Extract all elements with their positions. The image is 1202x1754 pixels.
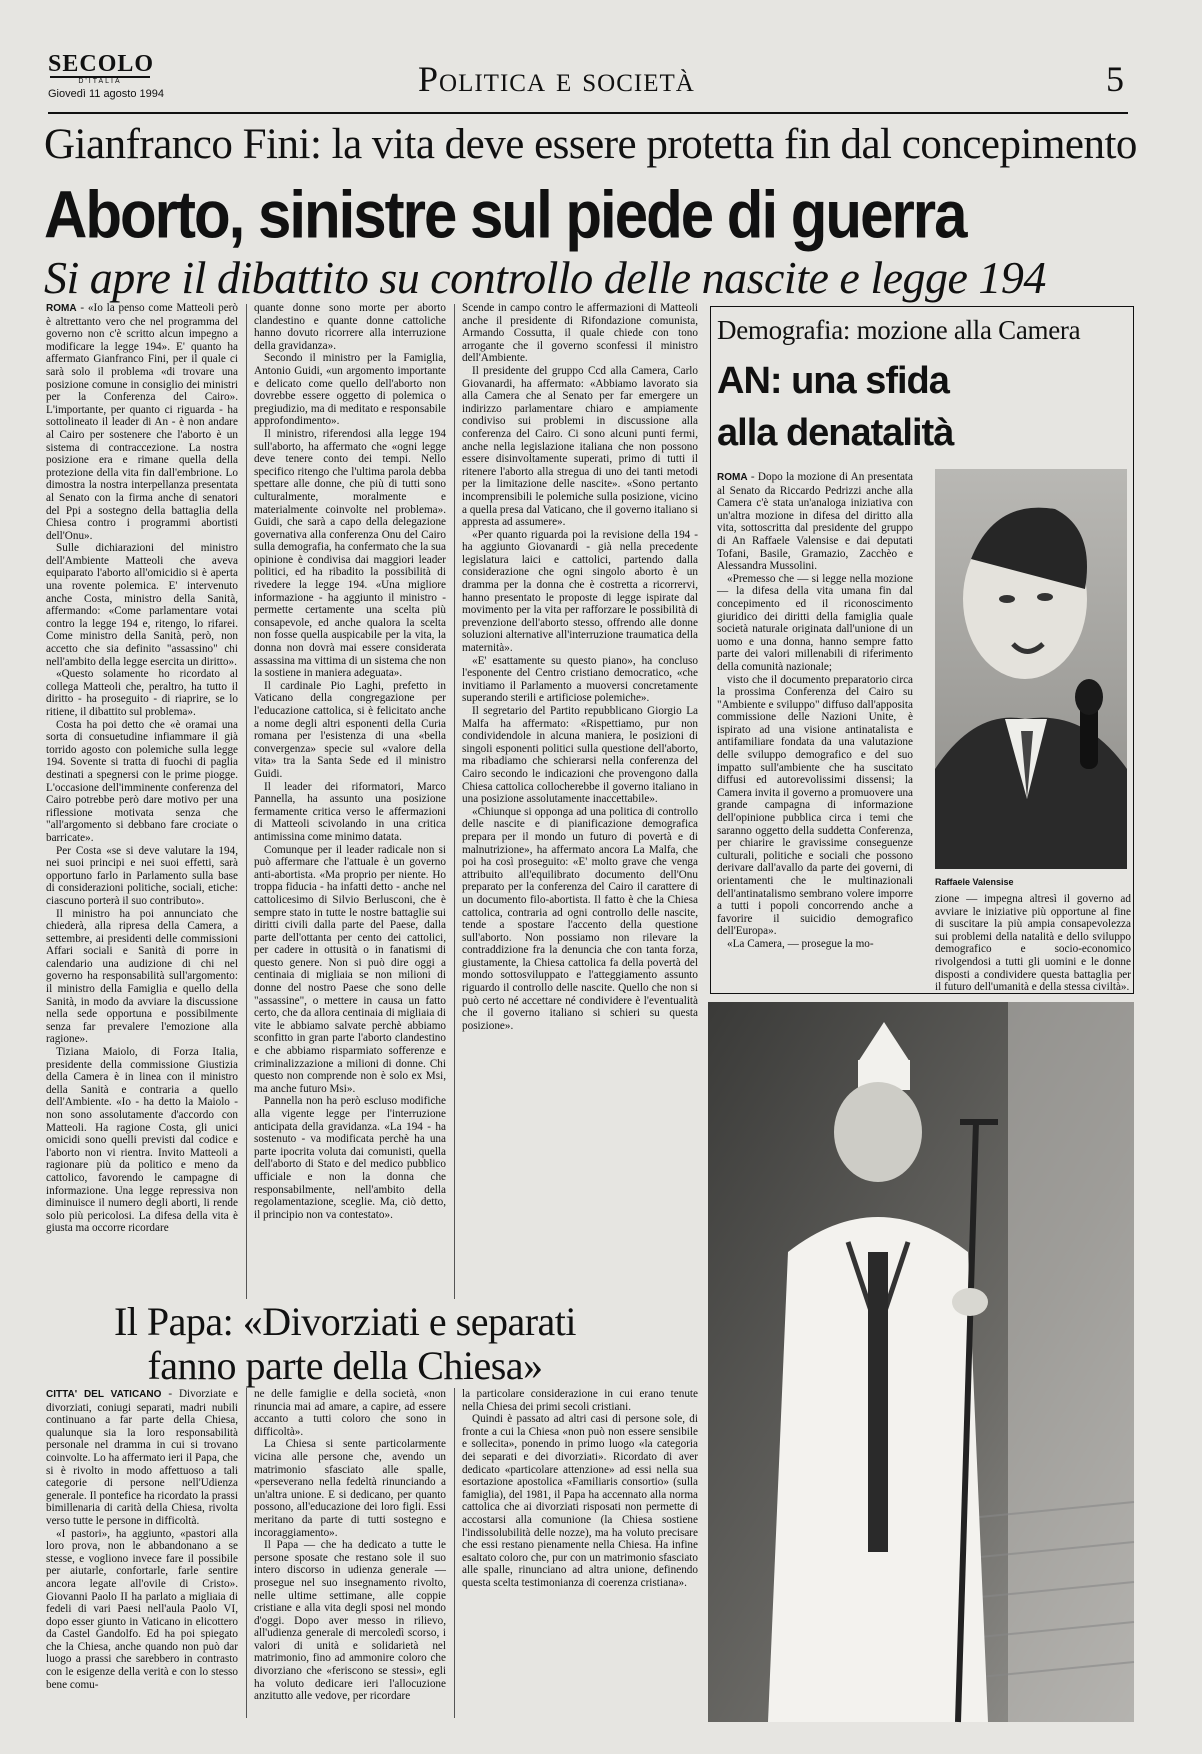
column-divider — [246, 1388, 247, 1718]
newspaper-logo-subtitle: D'ITALIA — [50, 76, 150, 85]
column-divider — [246, 304, 247, 1299]
sidebar-headline: AN: una sfida alla denatalità — [717, 360, 954, 454]
pope-photo — [708, 1002, 1134, 1722]
sidebar-title: Demografia: mozione alla Camera — [717, 315, 1081, 345]
page-number: 5 — [1106, 59, 1124, 99]
sidebar-column-left: ROMA - Dopo la mozione di An presentata al Senato da Riccardo Pedrizzi anche alla Camera c'è stata un'analoga iniziativa con un'altra mozione in difesa del diritto alla vita, sottoscritta dal presidente del gruppo di An Raffaele Valensise e dai deputati Tofani, Basile, Gramazio, Zacchèo e Alessandra Mussolini. «Premesso che — si legge nella mozione — la difesa della vita umana fin dal concepimento ed il riconoscimento giuridico dei diritti della famiglia quale società naturale originata dall'unione di un uomo e una donna, hanno sempre fatto parte dei valori millenabili di riferimento della comunità nazionale; visto che il documento preparatorio circa la prossima Conferenza del Cairo su "Ambiente e sviluppo" diffuso dall'apposita commissione delle Nazioni Unite, è ispirato ad una visione antinatalista e antifamiliare fondata da una valutazione delle sviluppo demografico e del suo impatto sull'ambiente che ha suscitato diffusi ed autorevolissimi dissensi; la Camera invita il governo a promuovere una grande campagna di informazione dell'opinione pubblica circa i temi che saranno oggetto della suddetta Conferenza, per chiarire le gravissime conseguenze culturali, politiche e sociali che possono derivare dall'avallo da parte dei governi, di orientamenti che le multinazionali dell'antinatalismo sembrano volere imporre a tutti i popoli concorrendo anche a favorire il suicidio demografico dell'Europa». «La Camera, — prosegue la mo- — [717, 471, 913, 950]
article-column-3: Scende in campo contro le affermazioni di Matteoli anche il presidente di Rifondazione comunista, Armando Cossutta, il quale chiede con tono arrogante che il governo sconfessi il ministro dell'Ambiente. Il presidente del gruppo Ccd alla Camera, Carlo Giovanardi, ha affermato: «Abbiamo lavorato sia alla Camera che al Senato per far emergere un indirizzo parlamentare chiaro e ampiamente condiviso sui problemi in discussione alla conferenza del Cairo. Ci sono alcuni punti fermi, anche nella legislazione italiana che non possono essere disinvoltamente superati, primo di tutti il ritenere l'aborto alla stregua di uno dei tanti metodi per la limitazione delle nascite». «Sono pertanto incomprensibili le polemiche sulla posizione, vicino a quella presa dal Vaticano, che il governo italiano si appresta ad assumere». «Per quanto riguarda poi la revisione della 194 - ha aggiunto Giovanardi - già nella precedente legislatura laici e cattolici, partendo dalla considerazione che ogni singolo aborto è un dramma per la donna che è costretta a ricorrervi, hanno presentato le proposte di legge ispirate dal movimento per la vita per rafforzare le possibilità di prevenzione dell'aborto stesso, offrendo alle donne soluzioni alternative all'interruzione traumatica della maternità». «E' esattamente su questo piano», ha concluso l'esponente del Centro cristiano democratico, «che invitiamo il Parlamento a muoversi concretamente superando sterili e artificiose polemiche». Il segretario del Partito repubblicano Giorgio La Malfa ha affermato: «Rispettiamo, pur non condividendole in alcuna maniera, le posizioni di singoli esponenti politici sulla questione dell'aborto, ma ribadiamo che schierarsi nella conferenza del Cairo secondo le indicazioni che provengono dalla Chiesa cattolica collocherebbe il governo italiano in una posizione assolutamente inaccettabile». «Chiunque si opponga ad una politica di controllo delle nascite e di pianificazione demografica prepara per il mondo un futuro di povertà e di malnutrizione», ha affermato ancora La Malfa, che poi ha così proseguito: «E' molto grave che venga attribuito all'equilibrato documento dell'Onu preparato per la conferenza del Cairo il carattere di un documento filo-abortista. Il fatto è che la Chiesa cattolica, contraria ad ogni controllo delle nascite, tende a spostare l'accento della questione sull'aborto. Non possiamo non rilevare la contraddizione fra la denuncia che con tanta forza, giustamente, la Chiesa cattolica fa della povertà del mondo sottosviluppato e l'atteggiamento assunto riguardo il controllo delle nascite. Quello che non si può certo né accettare né condividere è l'eventualità che il governo italiano si schieri su questa posizione». — [462, 302, 698, 1032]
photo-caption: Raffaele Valensise — [935, 877, 1014, 887]
column-divider — [454, 1388, 455, 1718]
article-headline: Aborto, sinistre sul piede di guerra — [44, 177, 966, 253]
sidebar-box — [710, 306, 1134, 994]
portrait-photo — [935, 469, 1127, 869]
article-subhead: Si apre il dibattito su controllo delle nascite e legge 194 — [44, 252, 1046, 303]
issue-date: Giovedì 11 agosto 1994 — [48, 88, 164, 100]
sidebar-column-right: zione — impegna altresì il governo ad avviare le iniziative più opportune al fine di suscitare la più ampia consapevolezza sui problemi della natalità e dello sviluppo demografico e socio-economico rivolgendosi a tutti gli uomini e le donne disposti a condividere questa battaglia per il futuro dell'umanità e della stessa civiltà». — [935, 893, 1131, 994]
pope-photo-image — [708, 1002, 1134, 1722]
sidebar-dateline: ROMA — [717, 472, 748, 483]
masthead — [48, 50, 1128, 114]
second-article-title: Il Papa: «Divorziati e separati fanno parte della Chiesa» — [113, 1299, 577, 1388]
article-column-1: ROMA - «Io la penso come Matteoli però è altrettanto vero che nel programma del governo non c'è scritto alcun impegno a modificare la legge 194». E' quanto ha affermato Gianfranco Fini, per il quale ci sarà solo il problema «di trovare una posizione comune in consiglio dei ministri per la Conferenza del Cairo». L'importante, per quanto ci riguarda - ha sottolineato il leader di An - è non andare al Cairo per sostenere che l'aborto è un sistema di contraccezione. La nostra posizione era e rimane quella della protezione della vita fin dall'embrione. Lo dimostra la nostra interpellanza presentata al Senato con la firma anche di senatori del Ppi a sostegno della battaglia della Chiesa contro i programmi abortisti dell'Onu». Sulle dichiarazioni del ministro dell'Ambiente Matteoli che aveva equiparato l'aborto all'omicidio si è aperta una rovente polemica. E' intervenuto anche Costa, ministro della Sanità, affermando: «Come parlamentare votai contro la legge 194 e, ritengo, lo rifarei. Come ministro della Sanità, però, non accetto che sia definito "assassino" chi nell'ambito della legge esercita un diritto». «Questo solamente ho ricordato al collega Matteoli che, peraltro, ha tutto il diritto - ha proseguito - di riaprire, se lo ritiene, il dibattito sul problema». Costa ha poi detto che «è oramai una sorta di consuetudine infiammare il già torrido agosto con polemiche sulla legge 194. Sovente si tratta di fuochi di paglia destinati a spegnersi con le prime piogge. L'occasione dell'imminente conferenza del Cairo potrebbe però dare motivo per una riflessione motivata senza che "all'argomento si debbano fare crociate o barricate». Per Costa «se si deve valutare la 194, nei suoi principi e nei suoi effetti, sarà opportuno farlo in Parlamento sulla base di considerazioni politiche, sociali, etiche: ciascuno porterà il suo contributo». Il ministro ha poi annunciato che chiederà, alla ripresa della Camera, a settembre, ai presidenti delle commissioni Affari sociali e Sanità di porre in calendario una audizione di chi nel governo ha responsabilità sull'argomento: il ministro della Famiglia e quello della Sanità, in modo da avviare la discussione nella sede opportuna e possibilmente senza far prevalere l'emozione alla ragione». Tiziana Maiolo, di Forza Italia, presidente della commissione Giustizia della Camera è in linea con il ministro della Sanità e contraria a quello dell'Ambiente. «Io - ha detto la Maiolo - non sono assolutamente d'accordo con Matteoli. Ha ragione Costa, gli unici omicidi sono quelli previsti dal codice e l'aborto non vi rientra. Invito Matteoli a ragionare più da politico e meno da cattolico, favorendo le campagne di informazione. Una legge repressiva non diminuisce il numero degli aborti, li rende solo più pericolosi. La difesa della vita è giusta ma occorre ricordare — [46, 302, 239, 1235]
column-divider — [454, 304, 455, 1299]
second-article-column-2: ne delle famiglie e della società, «non rinuncia mai ad amare, a capire, ad essere accanto a tutti coloro che sono in difficoltà». La Chiesa si sente particolarmente vicina alle persone che, avendo un matrimonio sfasciato alle spalle, «perseverano nella fedeltà rinunciando a un'altra unione. E si dedicano, per quanto possono, all'educazione dei loro figli. Essi meritano da parte di tutti sostegno e incoraggiamento». Il Papa — che ha dedicato a tutte le persone sposate che restano sole il suo intero discorso in udienza generale — prosegue nel suo insegnamento rivolto, nelle ultime settimane, alle coppie cristiane e alla vita degli sposi nel mondo d'oggi. Dopo aver messo in rilievo, all'udienza generale di mercoledì scorso, i valori di unità e solidarietà nel matrimonio, fino ad ammonire coloro che divorziano che «feriscono se stessi», egli ha voluto dedicare ieri l'allocuzione anzitutto alle vedove, per ricordare — [254, 1388, 446, 1703]
second-article-dateline: CITTA' DEL VATICANO — [46, 1389, 162, 1400]
article-kicker: Gianfranco Fini: la vita deve essere protetta fin dal concepimento — [44, 121, 1137, 168]
section-title: Politica e società — [418, 59, 695, 99]
portrait-photo-image — [935, 469, 1127, 869]
second-article-column-1: CITTA' DEL VATICANO - Divorziate e divorziati, coniugi separati, madri nubili continuano a far parte della Chiesa, qualunque sia la loro responsabilità personale nel dramma in cui si trovano coinvolte. Lo ha affermato ieri il Papa, che si è rivolto in modo affettuoso a tali categorie di persone nell'Udienza generale. Il pontefice ha ricordato la prassi bimillenaria di carità della Chiesa, rivolta verso tutte le persone in difficoltà. «I pastori», ha aggiunto, «pastori alla loro prova, non le abbandonano a se stesse, e vogliono invece fare il possibile per aiutarle, confortarle, farle sentire ancora legate all'ovile di Cristo». Giovanni Paolo II ha parlato a migliaia di fedeli di vari Paesi nell'aula Paolo VI, dopo esser giunto in Vaticano in elicottero da Castel Gandolfo. Ed ha poi spiegato che la Chiesa, anche quando non può dar luogo a prassi che sarebbero in contrasto con le esigenze della verità e con lo stesso bene comu- — [46, 1388, 239, 1691]
article-dateline: ROMA — [46, 303, 77, 314]
second-article-column-3: la particolare considerazione in cui erano tenute nella Chiesa dei primi secoli cristiani. Quindi è passato ad altri casi di persone sole, di fronte a cui la Chiesa «non può non essere sensibile e sollecita», ponendo in primo luogo «la categoria dei separati e dei divorziati». Ricordato di aver dedicato «particolare attenzione» ad essi nella sua esortazione apostolica «Familiaris consortio» (sulla famiglia), del 1981, il Papa ha accennato alla norma cattolica che ai divorziati risposati non permette di accostarsi alla comunione (la Chiesa sostiene l'indissolubilità delle nozze), ma ha voluto precisare che essi restano pienamente nella Chiesa. Ha infine esaltato coloro che, pur con un matrimonio sfasciato alle spalle, rinunciano ad altra unione, definendo questa scelta testimonianza di coerenza cristiana». — [462, 1388, 698, 1589]
newspaper-logo: SECOLO — [48, 51, 155, 77]
article-column-2: quante donne sono morte per aborto clandestino e quante donne cattoliche hanno dovuto ricorrere alla interruzione della gravidanza». Secondo il ministro per la Famiglia, Antonio Guidi, «un argomento importante e delicato come quello dell'aborto non dovrebbe essere oggetto di polemica o pregiudizio, ma di meditato e responsabile approfondimento». Il ministro, riferendosi alla legge 194 sull'aborto, ha affermato che «ogni legge deve tenere conto dei tempi. Nello specifico ritengo che l'ultima parola debba spettare alle donne, che più di tutti sono culturalmente, moralmente e materialmente coinvolte nel problema». Guidi, che sarà a capo della delegazione governativa alla conferenza Onu del Cairo sulla demografia, ha confermato che la sua opinione è condivisa dai maggiori leader politici, ed ha ribadito la possibilità di rivedere la legge 194. «Una migliore informazione - ha aggiunto il ministro - permette certamente una scelta più consapevole, ed anche qualora la scelta non fosse quella auspicabile per la vita, la donna non dovrà mai essere considerata assassina ma vittima di un sistema che non la sostiene in maniera adeguata». Il cardinale Pio Laghi, prefetto in Vaticano della congregazione per l'educazione cattolica, si è felicitato anche a nome degli altri esponenti della Curia romana per l'esistenza di una «bella convergenza» specie sul «valore della vita» tra la Santa Sede ed il ministro Guidi. Il leader dei riformatori, Marco Pannella, ha assunto una posizione fermamente critica verso le affermazioni di Matteoli scivolando in una critica antimissina come minimo datata. Comunque per il leader radicale non si può affermare che l'attuale è un governo anti-abortista. «Ma proprio per niente. Ho troppa fiducia - ha infatti detto - anche nel cattolicesimo di Silvio Berlusconi, che è sempre stato in tutte le nostre battaglie sui diritti civili dalla parte del Paese, dalla parte dell'ottanta per cento dei cattolici, per cadere in ottusità o in fanatismi di questo genere. Non si può dire oggi a centinaia di migliaia se non milioni di donne del nostro Paese che sono delle "assassine", o mettere in causa un fatto certo, che da allora centinaia di migliaia di vite le abbiamo salvate perchè abbiamo sconfitto in gran parte l'aborto clandestino e che abbiamo risparmiato sofferenze e criminalizzazione a milioni di donne. Chi questo non comprende non è solo ex Msi, ma anche futuro Msi». Pannella non ha però escluso modifiche alla vigente legge per l'interruzione anticipata della gravidanza. «La 194 - ha sostenuto - va modificata perchè ha una parte ipocrita voluta dai comunisti, quella dell'aborto di Stato e del medico pubblico ufficiale e non la donna che responsabilmente, nell'ambito della regolamentazione, sceglie. Ma, ciò detto, il principio non va contestato». — [254, 302, 446, 1221]
